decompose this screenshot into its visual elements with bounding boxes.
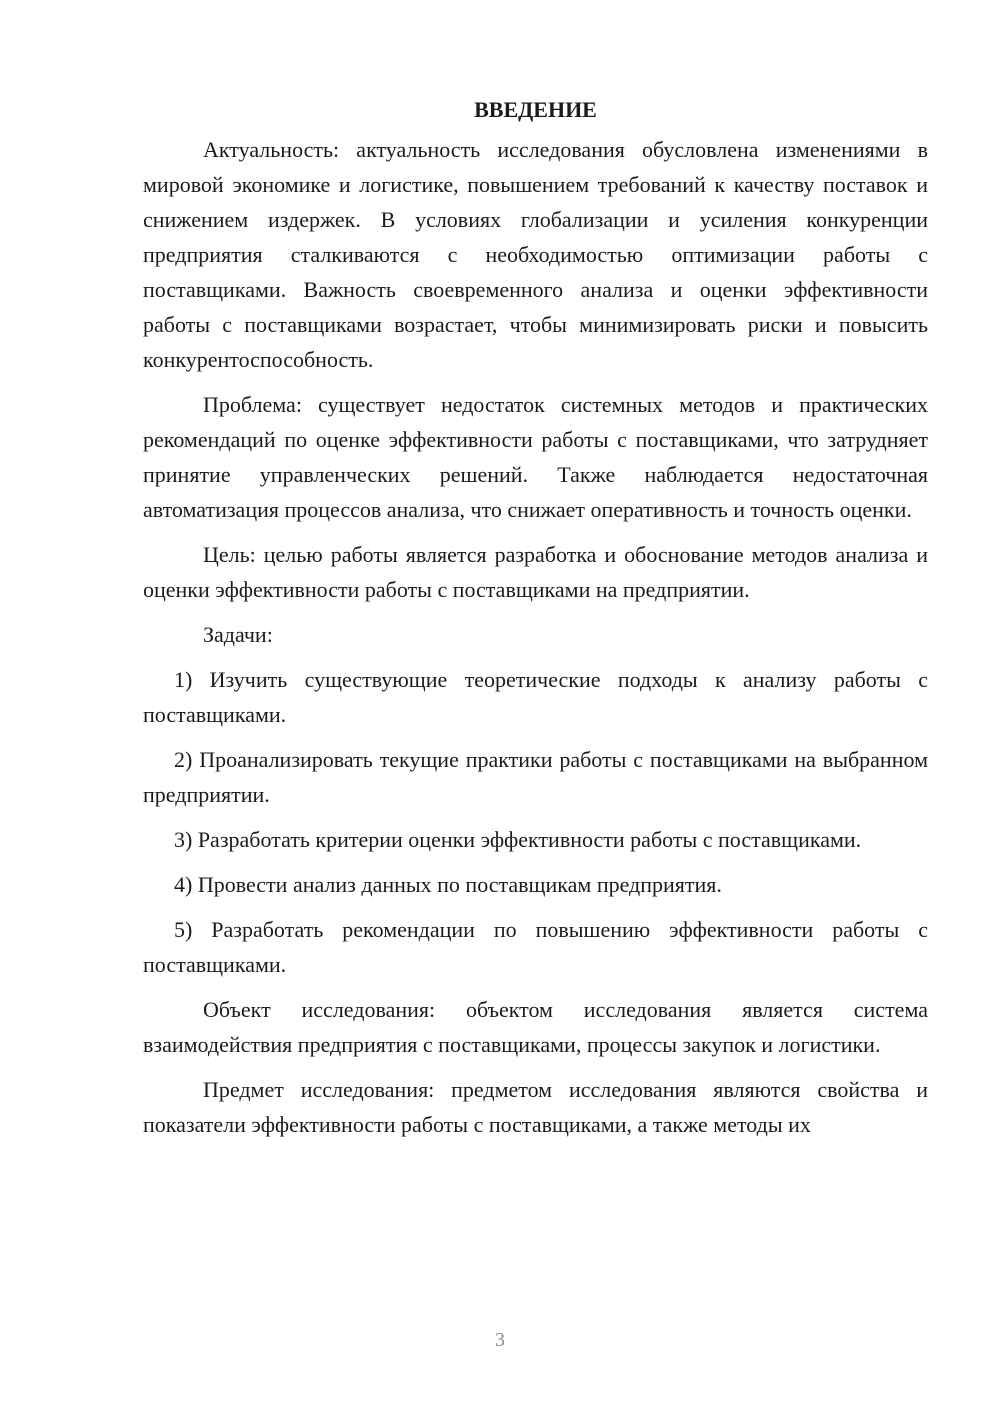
subject-paragraph: Предмет исследования: предметом исследования являются свойства и показатели эффективности работы с поставщиками, а также методы их — [143, 1077, 928, 1137]
object-paragraph: Объект исследования: объектом исследования является система взаимодействия предприятия с поставщиками, процессы закупок и логистики. — [143, 997, 928, 1057]
task-item-3: 3) Разработать критерии оценки эффективности работы с поставщиками. — [174, 827, 862, 852]
page-body — [143, 92, 928, 1152]
section-heading: ВВЕДЕНИЕ — [474, 97, 597, 122]
tasks-label: Задачи: — [203, 622, 273, 647]
task-item-5: 5) Разработать рекомендации по повышению эффективности работы с поставщиками. — [143, 917, 928, 977]
task-item-4: 4) Провести анализ данных по поставщикам предприятия. — [174, 872, 722, 897]
problem-paragraph: Проблема: существует недостаток системных методов и практических рекомендаций по оценке эффективности работы с поставщиками, что затрудняет принятие управленческих решений. Также наблюдается недостаточная автоматизация процессов анализа, что снижает оперативность и точность оценки. — [143, 392, 928, 522]
page-number: 3 — [495, 1329, 505, 1351]
task-item-2: 2) Проанализировать текущие практики работы с поставщиками на выбранном предприятии. — [143, 747, 928, 807]
task-item-1: 1) Изучить существующие теоретические подходы к анализу работы с поставщиками. — [143, 667, 928, 727]
goal-paragraph: Цель: целью работы является разработка и обоснование методов анализа и оценки эффективности работы с поставщиками на предприятии. — [143, 542, 928, 602]
relevance-paragraph: Актуальность: актуальность исследования обусловлена изменениями в мировой экономике и логистике, повышением требований к качеству поставок и снижением издержек. В условиях глобализации и усиления конкуренции предприятия сталкиваются с необходимостью оптимизации работы с поставщиками. Важность своевременного анализа и оценки эффективности работы с поставщиками возрастает, чтобы минимизировать риски и повысить конкурентоспособность. — [143, 137, 928, 372]
